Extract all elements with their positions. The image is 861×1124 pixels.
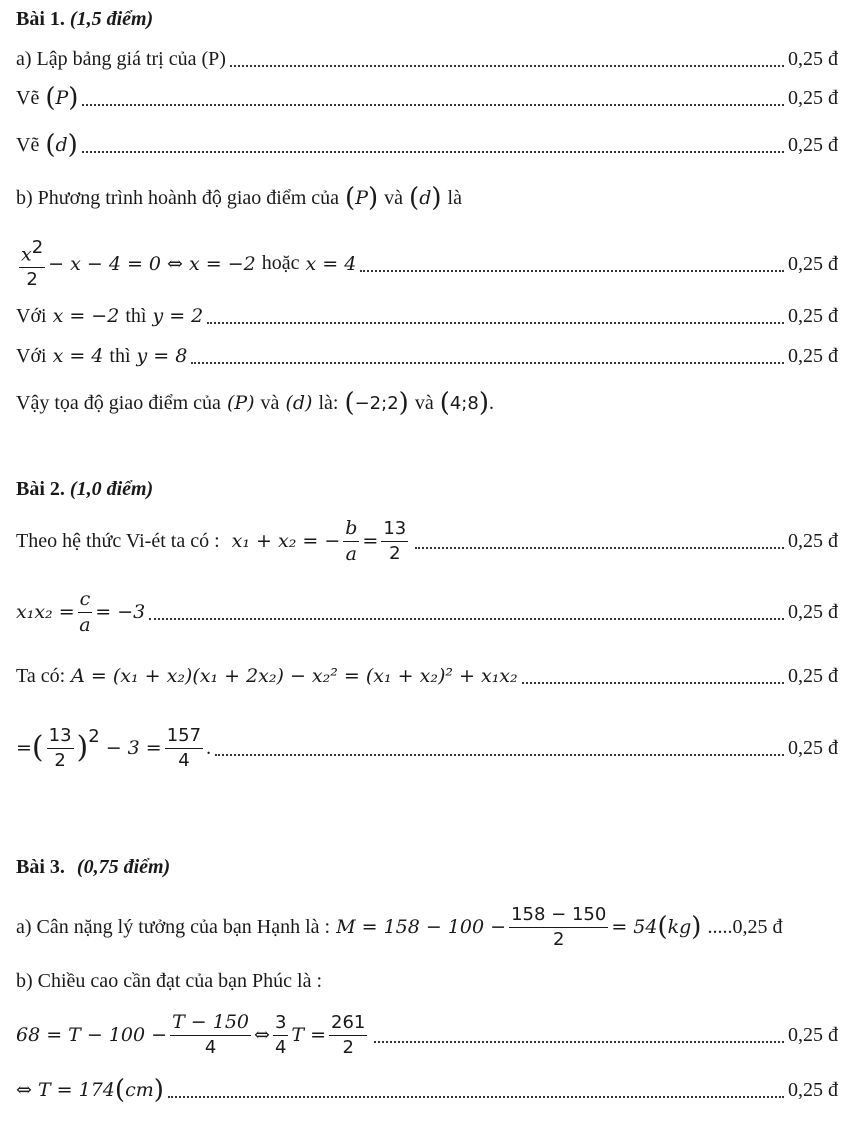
bai2-vieta-row: Theo hệ thức Vi-ét ta có : x₁ + x₂ = − $\frac{b}{a}$ = $\frac{13}{2}$ 0,25 đ bbox=[16, 516, 838, 565]
score-label: 0,25 đ bbox=[788, 664, 838, 687]
bai1-ve-d-row: Vẽ ( d ) 0,25 đ bbox=[16, 130, 838, 160]
leader-dots bbox=[82, 151, 784, 153]
score-label: 0,25 đ bbox=[788, 133, 838, 156]
bai2-expression-row: Ta có: A = (x₁ + x₂)(x₁ + 2x₂) − x₂² = (x₁ + x₂)² + x₁x₂ 0,25 đ bbox=[16, 664, 838, 687]
fraction: $\frac{c}{a}$ bbox=[79, 587, 91, 636]
leader-dots bbox=[360, 270, 784, 272]
score-label: 0,25 đ bbox=[788, 600, 838, 623]
leader-dots bbox=[415, 547, 784, 549]
leader-dots bbox=[207, 322, 784, 324]
score-label: 0,25 đ bbox=[732, 915, 783, 938]
fraction: $\frac{13}{2}$ bbox=[48, 724, 72, 771]
score-label: 0,25 đ bbox=[788, 1078, 838, 1101]
leader-dots bbox=[215, 754, 784, 756]
fraction: $\frac{261}{2}$ bbox=[331, 1011, 366, 1058]
bai3-b-row: b) Chiều cao cần đạt của bạn Phúc là : bbox=[16, 969, 322, 992]
leader-dots bbox=[191, 362, 784, 364]
fraction: $\frac{13}{2}$ bbox=[383, 517, 407, 564]
score-label: 0,25 đ bbox=[788, 86, 838, 109]
score-label: 0,25 đ bbox=[788, 304, 838, 327]
bai1-voi1-row: Với x = −2 thì y = 2 0,25 đ bbox=[16, 304, 838, 327]
fraction: $\frac{x^2}{2}$ bbox=[21, 236, 44, 291]
fraction: $\frac{3}{4}$ bbox=[274, 1011, 287, 1058]
leader-dots bbox=[374, 1041, 784, 1043]
bai3-final-row: ⇔ T = 174 ( cm ) 0,25 đ bbox=[16, 1075, 838, 1105]
fraction: $\frac{T - 150}{4}$ bbox=[172, 1011, 250, 1059]
bai1-conclusion-row: Vậy tọa độ giao điểm của (P) và (d) là: ( −2;2 ) và ( 4;8 ) . bbox=[16, 388, 494, 418]
fraction: $\frac{b}{a}$ bbox=[345, 516, 358, 565]
fraction: $\frac{158 - 150}{2}$ bbox=[511, 903, 607, 950]
leader-dots bbox=[522, 682, 784, 684]
bai3-heading: Bài 3. (0,75 điểm) bbox=[16, 856, 171, 878]
score-label: 0,25 đ bbox=[788, 252, 838, 275]
leader-dots bbox=[230, 65, 784, 67]
bai1-ve-p-row: Vẽ ( P ) 0,25 đ bbox=[16, 83, 838, 113]
bai2-product-row: x₁x₂ = $\frac{c}{a}$ = −3 0,25 đ bbox=[16, 587, 838, 636]
leader-dots bbox=[149, 618, 784, 620]
bai1-voi2-row: Với x = 4 thì y = 8 0,25 đ bbox=[16, 344, 838, 367]
leader-dots bbox=[82, 104, 784, 106]
bai1-heading: Bài 1. (1,5 điểm) bbox=[16, 8, 154, 30]
leader-dots bbox=[168, 1096, 784, 1098]
score-label: 0,25 đ bbox=[788, 736, 838, 759]
score-label: 0,25 đ bbox=[788, 47, 838, 70]
fraction: $\frac{157}{4}$ bbox=[166, 724, 202, 771]
bai2-result-row: = ( $\frac{13}{2}$ ) 2 − 3 = $\frac{157}{4}$ . 0,25 đ bbox=[16, 724, 838, 771]
score-label: 0,25 đ bbox=[788, 529, 838, 552]
score-label: 0,25 đ bbox=[788, 344, 838, 367]
bai3-a-row: a) Cân nặng lý tưởng của bạn Hạnh là : M = 158 − 100 − $\frac{158 - 150}{2}$ = 54 ( kg ) ..... 0,25 đ bbox=[16, 903, 783, 950]
bai1-equation-row: $\frac{x^2}{2}$ − x − 4 = 0 ⇔ x = −2 hoặc x = 4 0,25 đ bbox=[21, 236, 838, 291]
bai2-heading: Bài 2. (1,0 điểm) bbox=[16, 478, 154, 500]
bai1-a-row: a) Lập bảng giá trị của (P) 0,25 đ bbox=[16, 47, 838, 70]
bai1-b-row: b) Phương trình hoành độ giao điểm của ( P ) và ( d ) là bbox=[16, 183, 462, 213]
score-label: 0,25 đ bbox=[788, 1023, 838, 1046]
bai3-b-equation-row: 68 = T − 100 − $\frac{T - 150}{4}$ ⇔ $\frac{3}{4}$ T = $\frac{261}{2}$ 0,25 đ bbox=[16, 1011, 838, 1059]
